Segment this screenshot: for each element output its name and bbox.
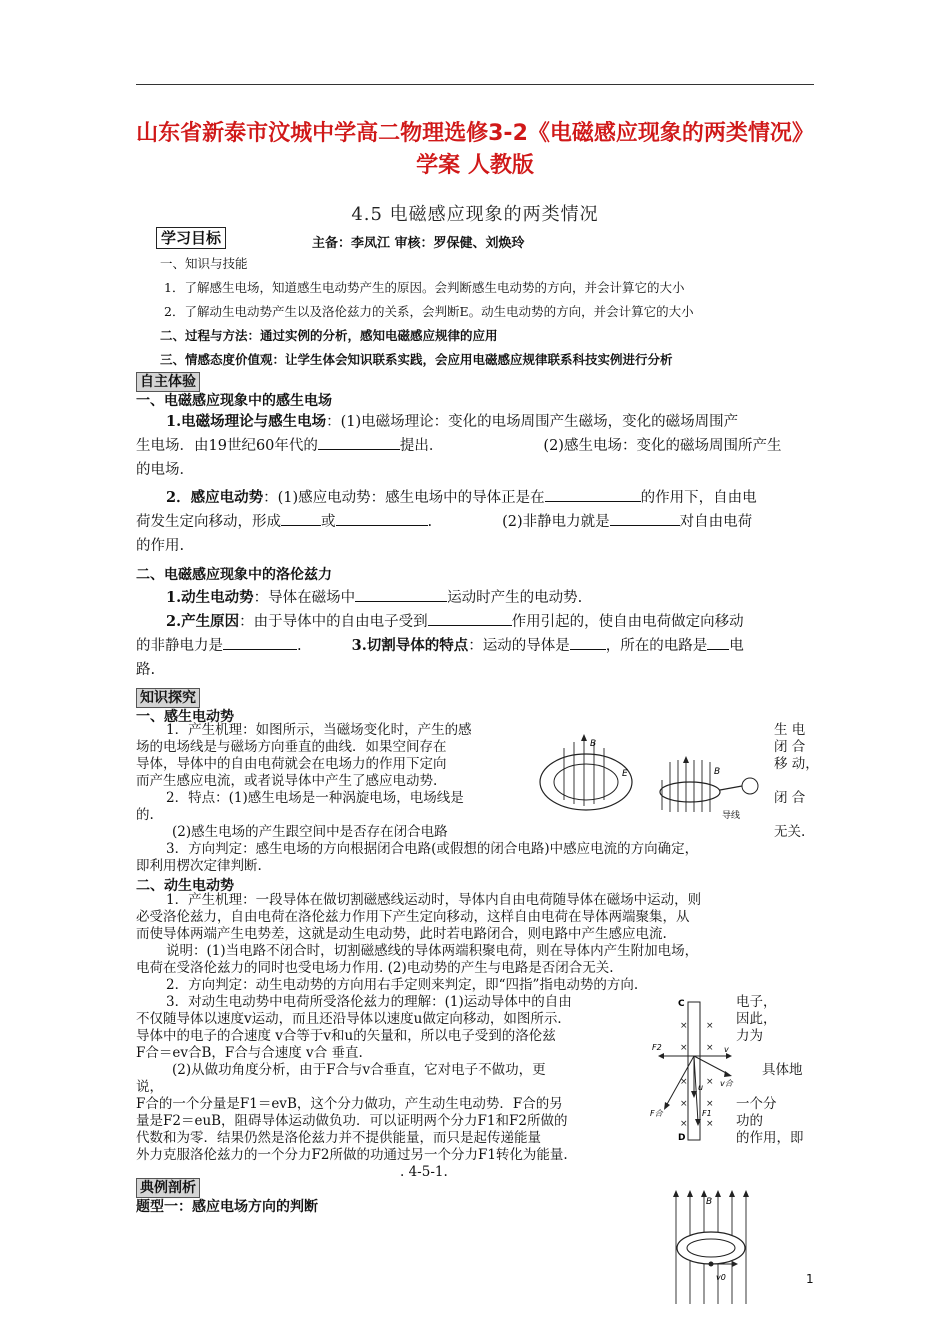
q2-line2-b: . [297, 638, 302, 654]
explore-m13: F合的一个分量是F1＝evB，这个分力做功，产生动生电动势．F合的另 [136, 1096, 563, 1112]
q2-line [166, 610, 816, 634]
explore-l2-right: 闭 合 [774, 739, 806, 755]
explore-m10: F合＝ev合B，F合与合速度 v合 垂直. [136, 1045, 363, 1061]
blank-2 [545, 487, 641, 502]
explore-l2: 场的电场线是与磁场方向垂直的曲线．如果空间存在 [136, 739, 447, 755]
explore-m13-right: 一个分 [736, 1096, 777, 1112]
goal-heading-3: 三、情感态度价值观：让学生体会知识联系实践，会应用电磁感应规律联系科技实例进行分析 [160, 352, 673, 367]
header-rule [136, 84, 814, 85]
svg-text:×: × [680, 1043, 688, 1053]
blank-4 [336, 511, 428, 526]
q2-text-a: ：由于导体中的自由电子受到 [239, 614, 428, 630]
p2-text-a: ：(1)感应电动势：感生电场中的导体正是在 [263, 490, 545, 506]
self-study-label: 自主体验 [136, 372, 200, 392]
paragraph-1-line2 [136, 434, 816, 458]
explore-part2-heading: 二、动生电动势 [136, 878, 234, 894]
q2-text-b: 作用引起的，使自由电荷做定向移动 [511, 614, 744, 630]
page-number: 1 [806, 1272, 814, 1286]
learning-goals-label: 学习目标 [156, 227, 226, 249]
explore-l8: 3．方向判定：感生电场的方向根据闭合电路(或假想的闭合电路)中感应电流的方向确定， [166, 841, 699, 857]
fig2-label-vhe: v合 [720, 1079, 733, 1088]
explore-label: 知识探究 [136, 688, 200, 708]
p2-line2-c: . [427, 514, 433, 530]
document-title-line1: 山东省新泰市汶城中学高二物理选修3-2《电磁感应现象的两类情况》 [136, 121, 814, 146]
induced-field-figure [534, 730, 774, 828]
explore-l9: 即利用楞次定律判断. [136, 858, 262, 874]
examples-label: 典例剖析 [136, 1178, 200, 1198]
p2-line3: 的作用. [136, 538, 185, 554]
fig2-label-fhe: F合 [650, 1109, 663, 1118]
fig2-label-d: D [678, 1133, 686, 1143]
fig2-label-f2: F2 [652, 1043, 662, 1052]
blank-9 [570, 635, 606, 650]
fig1-label-b1: B [590, 739, 597, 749]
ring-in-field-figure [664, 1186, 760, 1310]
paragraph-2-line2 [136, 510, 816, 534]
blank-8 [223, 635, 297, 650]
blank-3 [281, 511, 321, 526]
explore-l7-right: 无关. [774, 824, 806, 840]
q2-bold: 2.产生原因 [166, 613, 240, 630]
svg-text:×: × [680, 1119, 688, 1129]
explore-m6: 2．方向判定：动生电动势的方向用右手定则来判定，即“四指”指电动势的方向. [166, 977, 639, 993]
svg-text:×: × [680, 1077, 688, 1087]
paragraph-1 [166, 410, 816, 434]
goal-item-1: 1．了解感生电场，知道感生电动势产生的原因。会判断感生电动势的方向，并会计算它的大小 [164, 280, 685, 295]
goal-item-2: 2．了解动生电动势产生以及洛伦兹力的关系，会判断E。动生电动势的方向，并会计算它的大小 [164, 304, 694, 319]
q2-q3-line [136, 634, 816, 658]
svg-text:×: × [706, 1119, 714, 1129]
explore-l1: 1．产生机理：如图所示，当磁场变化时，产生的感 [166, 722, 472, 738]
fig2-label-f1: F1 [702, 1109, 712, 1118]
p1-line2-c: (2)感生电场：变化的磁场周围所产生 [543, 438, 782, 454]
explore-m7-right: 电子， [736, 994, 777, 1010]
blank-5 [610, 511, 680, 526]
authors-line: 主备：李凤江 审核：罗保健、刘焕玲 [312, 236, 525, 251]
explore-l1-right: 生 电 [774, 722, 806, 738]
fig1-label-wire: 导线 [722, 811, 741, 821]
p2-line2-e: 对自由电荷 [679, 514, 753, 530]
lesson-title: 4.5 电磁感应现象的两类情况 [351, 204, 599, 225]
svg-text:×: × [706, 1043, 714, 1053]
explore-m14-right: 功的 [736, 1113, 763, 1129]
lorentz-force-figure [648, 994, 736, 1144]
explore-m1: 1．产生机理：一段导体在做切割磁感线运动时，导体内自由电荷随导体在磁场中运动，则 [166, 892, 702, 908]
blank-10 [707, 635, 729, 650]
goal-heading-2: 二、过程与方法：通过实例的分析，感知电磁感应规律的应用 [160, 328, 498, 343]
self-study-part2-heading: 二、电磁感应现象中的洛伦兹力 [136, 567, 332, 583]
p2-text-b: 的作用下，自由电 [640, 490, 757, 506]
explore-m14: 量是F2＝euB，阻碍导体运动做负功．可以证明两个分力F1和F2所做的 [136, 1113, 568, 1129]
blank-7 [428, 611, 512, 626]
explore-m11-right: 具体地 [762, 1062, 803, 1078]
fig2-label-u: u [698, 1083, 704, 1092]
q3-text-b: ，所在的电路是 [605, 638, 708, 654]
explore-m9: 导体中的电子的合速度 v合等于v和u的矢量和，所以电子受到的洛伦兹 [136, 1028, 556, 1044]
figure-caption: . 4-5-1. [400, 1164, 448, 1180]
q1-line [166, 586, 816, 610]
svg-text:×: × [680, 1099, 688, 1109]
explore-l5: 2．特点：(1)感生电场是一种涡旋电场，电场线是 [166, 790, 464, 806]
fig3-label-b: B [706, 1197, 713, 1207]
document-title-line2: 学案 人教版 [416, 153, 534, 178]
q3-text-c: 电 [729, 638, 744, 654]
p1-text: ：(1)电磁场理论：变化的电场周围产生磁场，变化的磁场周围产 [326, 414, 739, 430]
explore-m12: 说， [136, 1079, 163, 1095]
explore-l6: 的. [136, 807, 154, 823]
q3-bold: 3.切割导体的特点 [351, 637, 469, 654]
q1-text-b: 运动时产生的电动势. [447, 590, 583, 606]
explore-m15-right: 的作用，即 [736, 1130, 804, 1146]
p1-line2-a: 生电场．由19世纪60年代的 [136, 438, 318, 454]
fig2-label-c: C [678, 999, 685, 1009]
q1-bold: 1.动生电动势 [166, 589, 254, 606]
explore-m2: 必受洛伦兹力，自由电荷在洛伦兹力作用下产生定向移动，这样自由电荷在导体两端聚集，从 [136, 909, 690, 925]
explore-m15: 代数和为零．结果仍然是洛伦兹力并不提供能量，而只是起传递能量 [136, 1130, 541, 1146]
explore-m9-right: 力为 [736, 1028, 763, 1044]
blank-6 [355, 587, 447, 602]
svg-text:×: × [706, 1077, 714, 1087]
p2-line2-d: (2)非静电力就是 [502, 514, 610, 530]
explore-m8: 不仅随导体以速度v运动，而且还沿导体以速度u做定向移动，如图所示． [136, 1011, 571, 1027]
self-study-part1-heading: 一、电磁感应现象中的感生电场 [136, 393, 332, 409]
blank-1 [318, 435, 400, 450]
explore-m11: (2)从做功角度分析，由于F合与v合垂直，它对电子不做功，更 [172, 1062, 546, 1078]
p1-bold: 1.电磁场理论与感生电场 [166, 413, 327, 430]
explore-m16: 外力克服洛伦兹力的一个分力F2所做的功通过另一个分力F1转化为能量. [136, 1147, 568, 1163]
fig2-label-v: v [724, 1045, 729, 1054]
fig3-label-v0: v0 [716, 1273, 726, 1282]
explore-m7: 3．对动生电动势中电荷所受洛伦兹力的理解：(1)运动导体中的自由 [166, 994, 572, 1010]
example-topic-1: 题型一：感应电场方向的判断 [136, 1199, 318, 1215]
svg-text:×: × [706, 1021, 714, 1031]
explore-l3: 导体，导体中的自由电荷就会在电场力的作用下定向 [136, 756, 447, 772]
explore-l4: 而产生感应电流，或者说导体中产生了感应电动势. [136, 773, 438, 789]
p2-bold: 2．感应电动势 [166, 489, 264, 506]
q3-line2: 路. [136, 662, 156, 678]
explore-l7: (2)感生电场的产生跟空间中是否存在闭合电路 [172, 824, 448, 840]
svg-text:×: × [680, 1021, 688, 1031]
svg-text:×: × [706, 1099, 714, 1109]
fig1-label-b2: B [714, 767, 721, 777]
explore-m5: 电荷在受洛伦兹力的同时也受电场力作用. (2)电动势的产生与电路是否闭合无关. [136, 960, 614, 976]
explore-m4: 说明：(1)当电路不闭合时，切割磁感线的导体两端积聚电荷，则在导体内产生附加电场， [166, 943, 699, 959]
p2-line2-a: 荷发生定向移动，形成 [136, 514, 281, 530]
q3-text-a: ：运动的导体是 [468, 638, 570, 654]
goal-heading-1: 一、知识与技能 [160, 256, 248, 271]
explore-l5-right: 闭 合 [774, 790, 806, 806]
p2-line2-b: 或 [321, 514, 336, 530]
document-title [136, 118, 814, 182]
explore-m3: 而使导体两端产生电势差，这就是动生电动势，此时若电路闭合，则电路中产生感应电流. [136, 926, 667, 942]
fig1-label-e: E [622, 769, 628, 779]
q1-text-a: ：导体在磁场中 [253, 590, 356, 606]
explore-m8-right: 因此， [736, 1011, 777, 1027]
p1-line3: 的电场． [136, 462, 194, 478]
explore-l3-right: 移 动， [774, 756, 819, 772]
paragraph-2 [166, 486, 816, 510]
p1-line2-b: 提出． [399, 438, 444, 454]
q2-line2-a: 的非静电力是 [136, 638, 223, 654]
explore-part1-heading: 一、感生电动势 [136, 709, 234, 725]
